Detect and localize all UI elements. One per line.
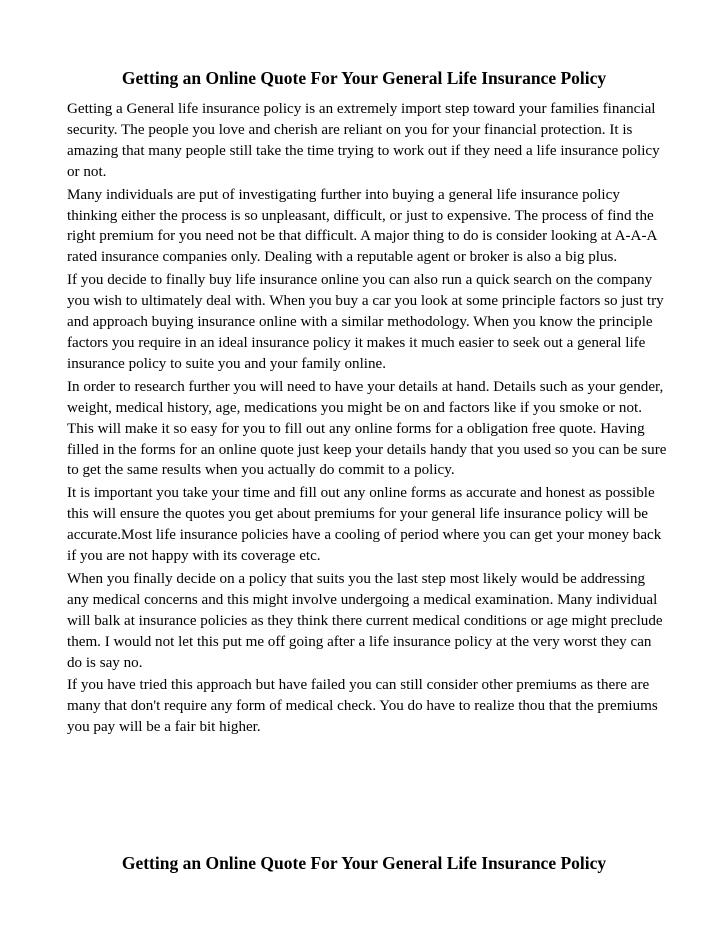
paragraph-1: Getting a General life insurance policy is an extremely import step toward your families financial security. The people you love and cherish are reliant on you for your financial protection. It is amazing that many people still take the time trying to work out if they need a life insurance policy or not. xyxy=(67,101,660,180)
paragraph-4: In order to research further you will need to have your details at hand. Details such as your gender, weight, medical history, age, medications you might be on and factors like if you smoke or not. This will make it so easy for you to fill out any online forms for a obligation free quote. Having filled in the forms for an online quote just keep your details handy that you used so you can be sure to get the same results when you actually do commit to a policy. xyxy=(67,378,667,479)
document-title: Getting an Online Quote For Your General Life Insurance Policy xyxy=(121,68,607,88)
paragraph-2: Many individuals are put of investigating further into buying a general life insurance policy thinking either the process is so unpleasant, difficult, or just to expensive. The process of find the right premium for you need not be that difficult. A major thing to do is consider looking at A-A-A rated insurance companies only. Dealing with a reputable agent or broker is also a big plus. xyxy=(67,186,657,266)
paragraph-7: If you have tried this approach but have failed you can still consider other premiums as there are many that don't require any form of medical check. You do have to realize thou that the premiums you pay will be a fair bit higher. xyxy=(67,677,658,736)
paragraph-5: It is important you take your time and fill out any online forms as accurate and honest as possible this will ensure the quotes you get about premiums for your general life insurance policy will be accurate.Most life insurance policies have a cooling of period where you can get your money back if you are not happy with its coverage etc. xyxy=(67,485,662,565)
footer-title: Getting an Online Quote For Your General Life Insurance Policy xyxy=(121,853,607,873)
paragraph-6: When you finally decide on a policy that suits you the last step most likely would be addressing any medical concerns and this might involve undergoing a medical examination. Many individual will balk at insurance policies as they think there current medical conditions or age might preclude them. I would not let this put me off going after a life insurance policy at the very worst they can do is say no. xyxy=(67,570,663,671)
document-body xyxy=(67,99,667,740)
paragraph-3: If you decide to finally buy life insurance online you can also run a quick search on the company you wish to ultimately deal with. When you buy a car you look at some principle factors so just try and approach buying insurance online with a similar methodology. When you know the principle factors you require in an ideal insurance policy it makes it much easier to seek out a general life insurance policy to suite you and your family online. xyxy=(67,272,664,372)
